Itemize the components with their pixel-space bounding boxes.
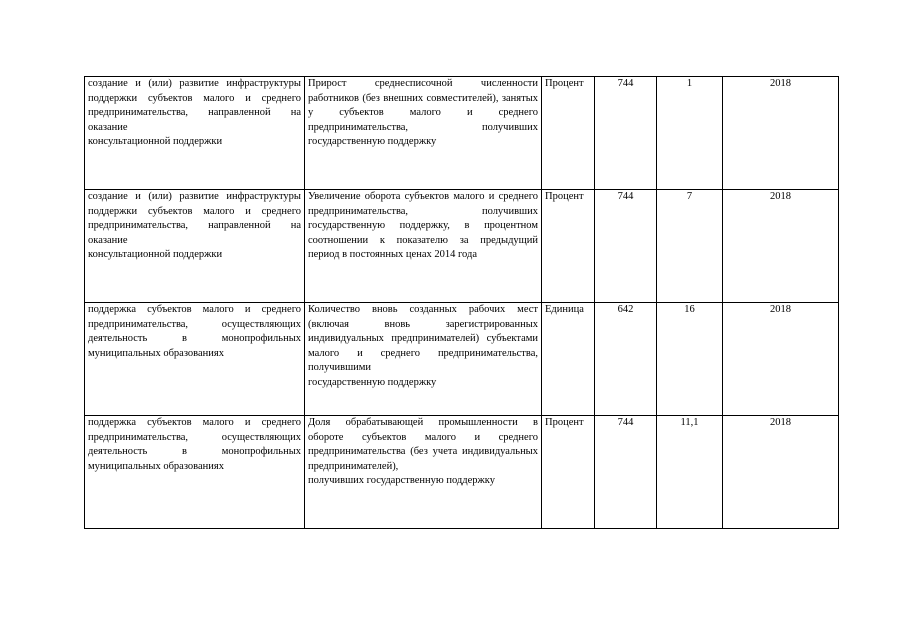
table-row bbox=[85, 416, 839, 529]
year-cell: 2018 bbox=[723, 190, 839, 303]
direction-text-last: консультационной поддержки bbox=[88, 136, 223, 147]
indicators-table bbox=[84, 76, 839, 529]
indicator-text-last: период в постоянных ценах 2014 года bbox=[308, 249, 477, 260]
table-row bbox=[85, 303, 839, 416]
direction-text-last: консультационной поддержки bbox=[88, 249, 223, 260]
value-cell: 7 bbox=[657, 190, 723, 303]
okei-code-cell: 642 bbox=[595, 303, 657, 416]
direction-text: создание и (или) развитие инфраструктуры поддержки субъектов малого и среднего предпринимательства, направленной на оказание bbox=[88, 78, 301, 133]
unit-cell: Процент bbox=[542, 190, 595, 303]
indicator-cell bbox=[305, 190, 542, 303]
value-cell: 1 bbox=[657, 77, 723, 190]
direction-cell bbox=[85, 77, 305, 190]
unit-cell: Единица bbox=[542, 303, 595, 416]
direction-cell bbox=[85, 303, 305, 416]
indicator-cell bbox=[305, 303, 542, 416]
table-row bbox=[85, 190, 839, 303]
year-cell: 2018 bbox=[723, 416, 839, 529]
direction-text-last: муниципальных образованиях bbox=[88, 347, 224, 359]
indicator-cell bbox=[305, 416, 542, 529]
value-cell: 16 bbox=[657, 303, 723, 416]
indicator-text-last: получивших государственную поддержку bbox=[308, 475, 495, 486]
unit-cell: Процент bbox=[542, 416, 595, 529]
indicator-text-last: государственную поддержку bbox=[308, 376, 437, 388]
okei-code-cell: 744 bbox=[595, 77, 657, 190]
direction-text-last: муниципальных образованиях bbox=[88, 460, 224, 472]
indicator-text-last: государственную поддержку bbox=[308, 136, 437, 147]
indicator-text: Увеличение оборота субъектов малого и среднего предпринимательства, получивших государственную поддержку, в процентном соотношении к показателю за предыдущий bbox=[308, 191, 538, 246]
indicator-text: Количество вновь созданных рабочих мест (включая вновь зарегистрированных индивидуальных предпринимателей) субъектами малого и среднего предпринимательства, получившими bbox=[308, 304, 538, 373]
indicator-cell bbox=[305, 77, 542, 190]
okei-code-cell: 744 bbox=[595, 190, 657, 303]
direction-text: поддержка субъектов малого и среднего предпринимательства, осуществляющих деятельность в монопрофильных bbox=[88, 304, 301, 344]
direction-text: поддержка субъектов малого и среднего предпринимательства, осуществляющих деятельность в монопрофильных bbox=[88, 417, 301, 457]
direction-cell bbox=[85, 416, 305, 529]
year-cell: 2018 bbox=[723, 303, 839, 416]
direction-text: создание и (или) развитие инфраструктуры поддержки субъектов малого и среднего предпринимательства, направленной на оказание bbox=[88, 191, 301, 246]
year-cell: 2018 bbox=[723, 77, 839, 190]
direction-cell bbox=[85, 190, 305, 303]
table-row bbox=[85, 77, 839, 190]
value-cell: 11,1 bbox=[657, 416, 723, 529]
unit-cell: Процент bbox=[542, 77, 595, 190]
okei-code-cell: 744 bbox=[595, 416, 657, 529]
indicator-text: Доля обрабатывающей промышленности в обороте субъектов малого и среднего предпринимательства (без учета индивидуальных предпринимателей), bbox=[308, 417, 538, 472]
indicator-text: Прирост среднесписочной численности работников (без внешних совместителей), занятых у субъектов малого и среднего предпринимательства, получивших bbox=[308, 78, 538, 133]
